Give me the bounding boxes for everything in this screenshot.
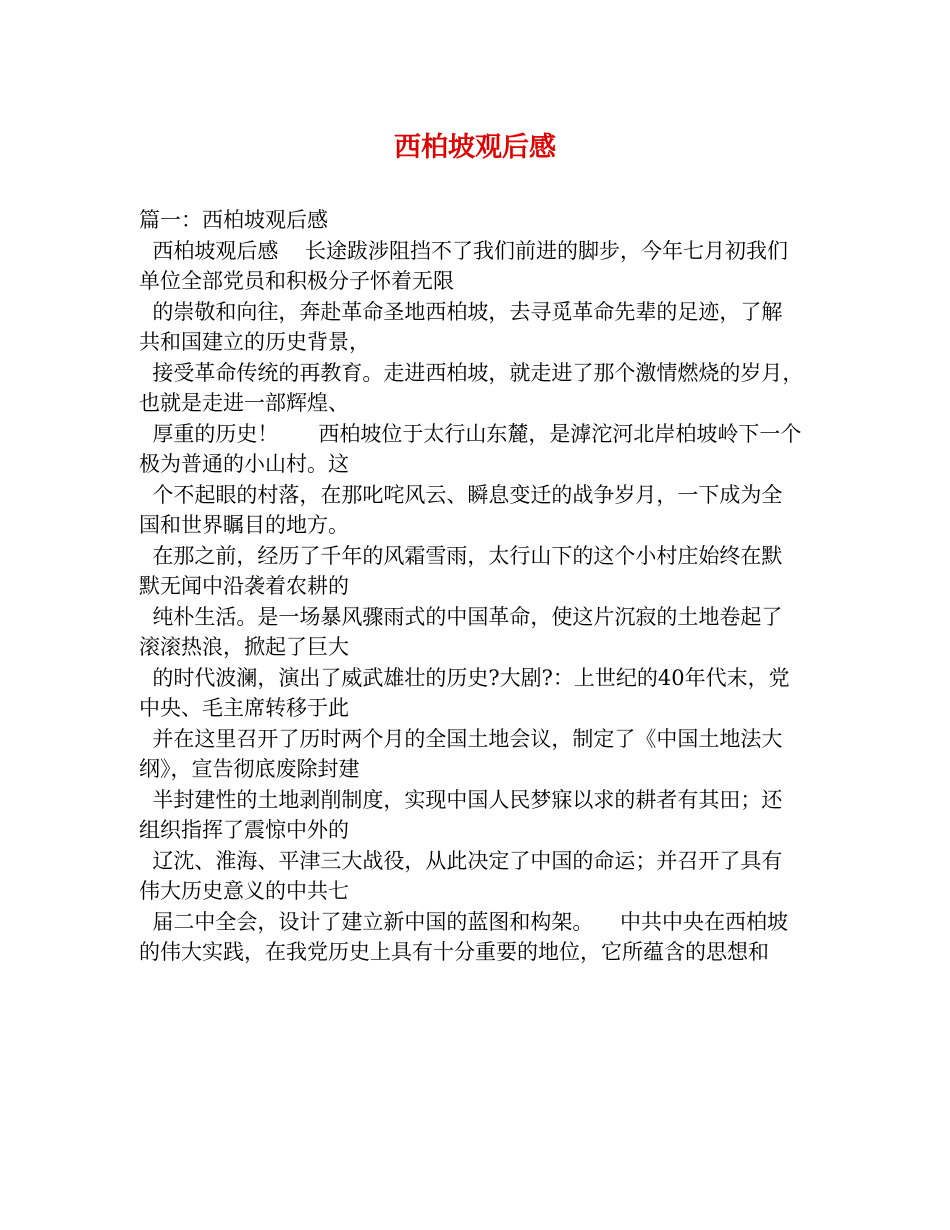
text-line: 滚滚热浪，掀起了巨大 xyxy=(139,635,349,659)
text-line: 纲》，宣告彻底废除封建 xyxy=(139,757,360,781)
text-line: 并在这里召开了历时两个月的全国土地会议，制定了《中国土地法大 xyxy=(139,726,783,751)
text-line: 辽沈、淮海、平津三大战役，从此决定了中国的命运；并召开了具有 xyxy=(139,848,783,873)
text-line: 篇一：西柏坡观后感 xyxy=(139,208,328,232)
text-line: 单位全部党员和积极分子怀着无限 xyxy=(139,269,454,293)
text-line: 伟大历史意义的中共七 xyxy=(139,879,349,903)
text-line: 在那之前，经历了千年的风霜雪雨，太行山下的这个小村庄始终在默 xyxy=(139,543,783,568)
text-line: 个不起眼的村落，在那叱咤风云、瞬息变迁的战争岁月，一下成为全 xyxy=(139,482,783,507)
text-line: 国和世界瞩目的地方。 xyxy=(139,513,349,537)
text-line: 半封建性的土地剥削制度，实现中国人民梦寐以求的耕者有其田；还 xyxy=(139,787,783,812)
text-line: 的伟大实践，在我党历史上具有十分重要的地位，它所蕴含的思想和 xyxy=(139,940,769,964)
text-line: 极为普通的小山村。这 xyxy=(139,452,349,476)
text-line: 共和国建立的历史背景， xyxy=(139,330,370,354)
text-line: 中央、毛主席转移于此 xyxy=(139,696,349,720)
text-line: 届二中全会，设计了建立新中国的蓝图和构架。 中共中央在西柏坡 xyxy=(139,909,789,934)
text-line: 默无闻中沿袭着农耕的 xyxy=(139,574,349,598)
text-line: 西柏坡观后感 长途跋涉阻挡不了我们前进的脚步，今年七月初我们 xyxy=(139,238,789,263)
text-line: 组织指挥了震惊中外的 xyxy=(139,818,349,842)
text-line: 接受革命传统的再教育。走进西柏坡，就走进了那个激情燃烧的岁月， xyxy=(139,360,804,385)
document-title: 西柏坡观后感 xyxy=(394,132,556,163)
text-line: 厚重的历史！ 西柏坡位于太行山东麓，是滹沱河北岸柏坡岭下一个 xyxy=(139,421,802,446)
text-line: 纯朴生活。是一场暴风骤雨式的中国革命，使这片沉寂的土地卷起了 xyxy=(139,604,783,629)
text-line: 的崇敬和向往，奔赴革命圣地西柏坡，去寻觅革命先辈的足迹，了解 xyxy=(139,299,783,324)
text-line: 的时代波澜，演出了威武雄壮的历史?大剧?：上世纪的40年代末，党 xyxy=(139,665,790,690)
document-body xyxy=(139,205,829,968)
text-line: 也就是走进一部辉煌、 xyxy=(139,391,349,415)
